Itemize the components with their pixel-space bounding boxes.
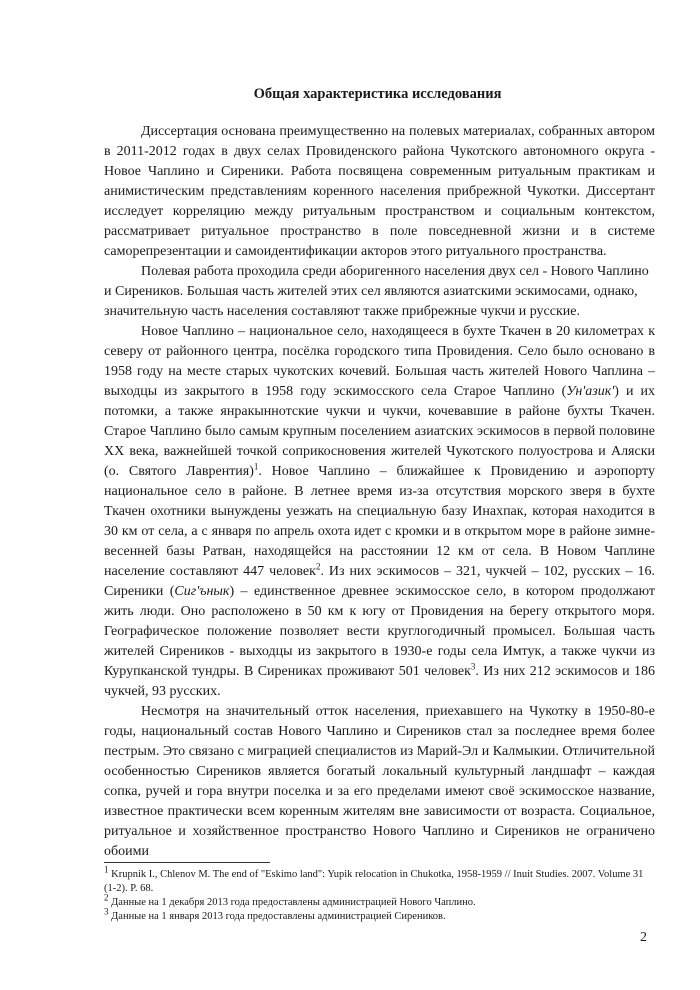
text-run: Новое Чаплино – национальное село, находящееся в бухте Ткачен в 20 километрах к северу от районного центра, посёлка городского типа Провидения. Село было основано в 1958 году на месте старых чукотских кочевий. Большая часть жителей Нового Чаплина – выходцы из закрытого в 1958 году эскимосского села Старое Чаплино ( <box>104 324 655 399</box>
footnote-separator <box>104 862 270 863</box>
text-run: . Новое Чаплино – ближайшее к Провидению и аэропорту национальное село в районе. В летнее время из-за отсутствия морского зверя в бухте Ткачен охотники вынуждены уезжать на специальную базу Инахпак, которая находится в 30 км от села, а с января по апрель охота идет с кромки и в открытом море в районе зимне-весенней базы Ратван, находящейся на расстоянии 12 км от села. В Новом Чаплине население составляют 447 человек <box>104 464 655 579</box>
page-number: 2 <box>640 930 647 945</box>
footnote-mark: 1 <box>104 864 109 875</box>
text-run: . Из них эскимосов – 321, чукчей – 102, русских – 16. Сиреники ( <box>104 564 655 599</box>
section-title: Общая характеристика исследования <box>253 86 502 102</box>
italic-term: Ун'азик' <box>566 384 615 399</box>
paragraph <box>104 322 655 702</box>
footnote-ref: 2 <box>315 561 321 572</box>
paragraph <box>104 122 655 262</box>
text-run: Диссертация основана преимущественно на полевых материалах, собранных автором в 2011-2012 годах в двух селах Провиденского района Чукотского автономного округа - Новое Чаплино и Сиреники. Работа посвящена современным ритуальным практикам и анимистическим представлениям коренного населения прибрежной Чукотки. Диссертант исследует корреляцию между ритуальным пространством и социальным контекстом, рассматривает ритуальное пространство в поле повседневной жизни и в системе саморепрезентации и самоидентификации акторов этого ритуального пространства. <box>104 124 655 259</box>
footnote-ref: 3 <box>470 661 476 672</box>
footnote <box>104 906 655 924</box>
footnotes <box>104 864 655 924</box>
footnote-ref: 1 <box>253 461 259 472</box>
text-run: ) – единственное древнее эскимосское село, в котором продолжают жить люди. Оно расположено в 50 км к югу от Провидения на берегу открытого моря. Географическое положение позволяет вести круглогодичный промысел. Большая часть жителей Сиреников - выходцы из закрытого в 1930-е годы села Имтук, а также чукчи из Курупканской тундры. В Сирениках проживают 501 человек <box>104 584 655 679</box>
text-run: Несмотря на значительный отток населения, приехавшего на Чукотку в 1950-80-е годы, национальный состав Нового Чаплино и Сиреников стал за последнее время более пестрым. Это связано с миграцией специалистов из Марий-Эл и Калмыкии. Отличительной особенностью Сиреников является богатый локальный культурный ландшафт – каждая сопка, ручей и гора внутри поселка и за его пределами имеют своё эскимосское название, известное практически всем коренным жителям вне зависимости от возраста. Социальное, ритуальное и хозяйственное пространство Нового Чаплино и Сиреников не ограничено обоими <box>104 704 655 859</box>
text-run: Полевая работа проходила среди аборигенного населения двух сел - Нового Чаплино и Сиреников. Большая часть жителей этих сел являются азиатскими эскимосами, однако, значительную часть населения составляют также прибрежные чукчи и русские. <box>104 264 649 319</box>
text-run: . Из них 212 эскимосов и 186 чукчей, 93 русских. <box>104 664 656 699</box>
footnote <box>104 864 655 896</box>
text-run: ) и их потомки, а также янракыннотские чукчи и чукчи, кочевавшие в районе бухты Ткачен. Старое Чаплино было самым крупным поселением азиатских эскимосов в первой половине XX века, важнейшей точкой соприкосновения жителей Чукотского полуострова и Аляски (о. Святого Лаврентия) <box>104 384 655 479</box>
paragraph <box>104 702 655 862</box>
footnote <box>104 892 655 910</box>
footnote-text: Krupnik I., Chlenov M. The end of "Eskimo land": Yupik relocation in Chukotka, 1958-1959 // Inuit Studies. 2007. Volume 31 (1-2). P. 68. <box>104 869 644 894</box>
footnote-mark: 2 <box>104 892 109 903</box>
italic-term: Сиг'ънык <box>174 584 230 599</box>
body-text <box>104 122 655 862</box>
paragraph <box>104 262 655 322</box>
footnote-text: Данные на 1 декабря 2013 года предоставлены администрацией Нового Чаплино. <box>108 897 476 908</box>
footnote-mark: 3 <box>104 906 109 917</box>
footnote-text: Данные на 1 января 2013 года предоставлены администрацией Сиреников. <box>108 911 446 922</box>
